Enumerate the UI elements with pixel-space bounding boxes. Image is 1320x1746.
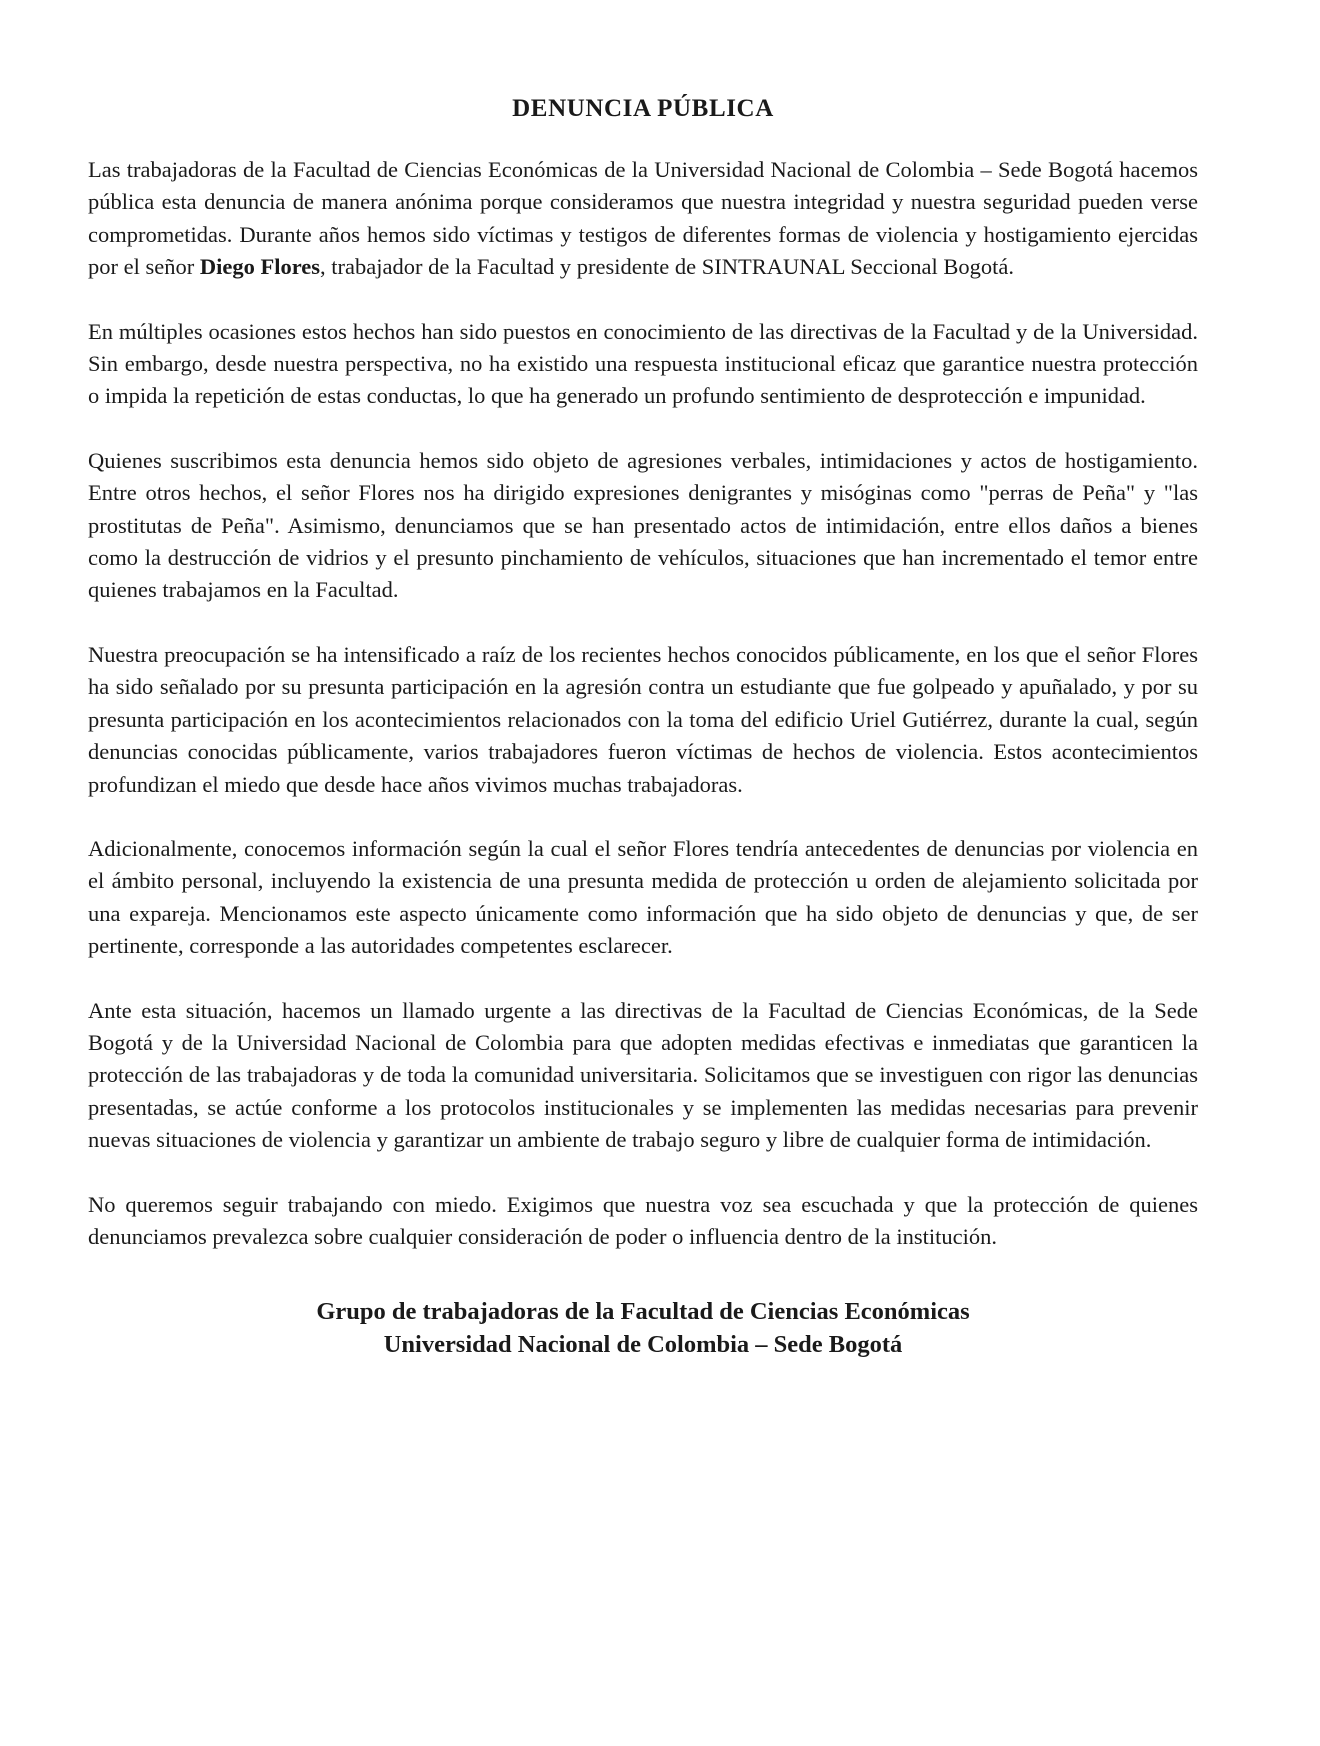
document-page [88, 92, 1198, 1712]
paragraph-3: Quienes suscribimos esta denuncia hemos sido objeto de agresiones verbales, intimidaciones y actos de hostigamiento. Entre otros hechos, el señor Flores nos ha dirigido expresiones denigrantes y misóginas como "perras de Peña" y "las prostitutas de Peña". Asimismo, denunciamos que se han presentado actos de intimidación, entre ellos daños a bienes como la destrucción de vidrios y el presunto pinchamiento de vehículos, situaciones que han incrementado el temor entre quienes trabajamos en la Facultad. [88, 447, 1198, 603]
paragraph-7: No queremos seguir trabajando con miedo. Exigimos que nuestra voz sea escuchada y que la protección de quienes denunciamos prevalezca sobre cualquier consideración de poder o influencia dentro de la institución. [88, 1191, 1198, 1249]
paragraph-5: Adicionalmente, conocemos información según la cual el señor Flores tendría antecedentes de denuncias por violencia en el ámbito personal, incluyendo la existencia de una presunta medida de protección u orden de alejamiento solicitada por una expareja. Mencionamos este aspecto únicamente como información que ha sido objeto de denuncias y que, de ser pertinente, corresponde a las autoridades competentes esclarecer. [88, 835, 1198, 959]
paragraph-1 [88, 154, 1198, 284]
accused-name: Diego Flores [199, 254, 321, 280]
signature-block [88, 1295, 1198, 1361]
paragraph-2: En múltiples ocasiones estos hechos han sido puestos en conocimiento de las directivas de la Facultad y de la Universidad. Sin embargo, desde nuestra perspectiva, no ha existido una respuesta institucional eficaz que garantice nuestra protección o impida la repetición de estas conductas, lo que ha generado un profundo sentimiento de desprotección e impunidad. [88, 318, 1198, 409]
document-title: DENUNCIA PÚBLICA [512, 95, 774, 122]
paragraph-1-text-after: , trabajador de la Facultad y presidente de SINTRAUNAL Seccional Bogotá. [320, 254, 1014, 280]
signature-line-1: Grupo de trabajadoras de la Facultad de Ciencias Económicas [316, 1298, 970, 1326]
paragraph-4: Nuestra preocupación se ha intensificado a raíz de los recientes hechos conocidos públicamente, en los que el señor Flores ha sido señalado por su presunta participación en la agresión contra un estudiante que fue golpeado y apuñalado, y por su presunta participación en los acontecimientos relacionados con la toma del edificio Uriel Gutiérrez, durante la cual, según denuncias conocidas públicamente, varios trabajadores fueron víctimas de hechos de violencia. Estos acontecimientos profundizan el miedo que desde hace años vivimos muchas trabajadoras. [88, 641, 1198, 797]
paragraph-1-text-before: Las trabajadoras de la Facultad de Ciencias Económicas de la Universidad Nacional de Colombia – Sede Bogotá hacemos pública esta denuncia de manera anónima porque consideramos que nuestra integridad y nuestra seguridad pueden verse comprometidas. Durante años hemos sido víctimas y testigos de diferentes formas de violencia y hostigamiento ejercidas por el señor [88, 157, 1198, 280]
signature-line-2: Universidad Nacional de Colombia – Sede Bogotá [383, 1331, 903, 1359]
paragraph-6: Ante esta situación, hacemos un llamado urgente a las directivas de la Facultad de Ciencias Económicas, de la Sede Bogotá y de la Universidad Nacional de Colombia para que adopten medidas efectivas e inmediatas que garanticen la protección de las trabajadoras y de toda la comunidad universitaria. Solicitamos que se investiguen con rigor las denuncias presentadas, se actúe conforme a los protocolos institucionales y se implementen las medidas necesarias para prevenir nuevas situaciones de violencia y garantizar un ambiente de trabajo seguro y libre de cualquier forma de intimidación. [88, 997, 1198, 1153]
